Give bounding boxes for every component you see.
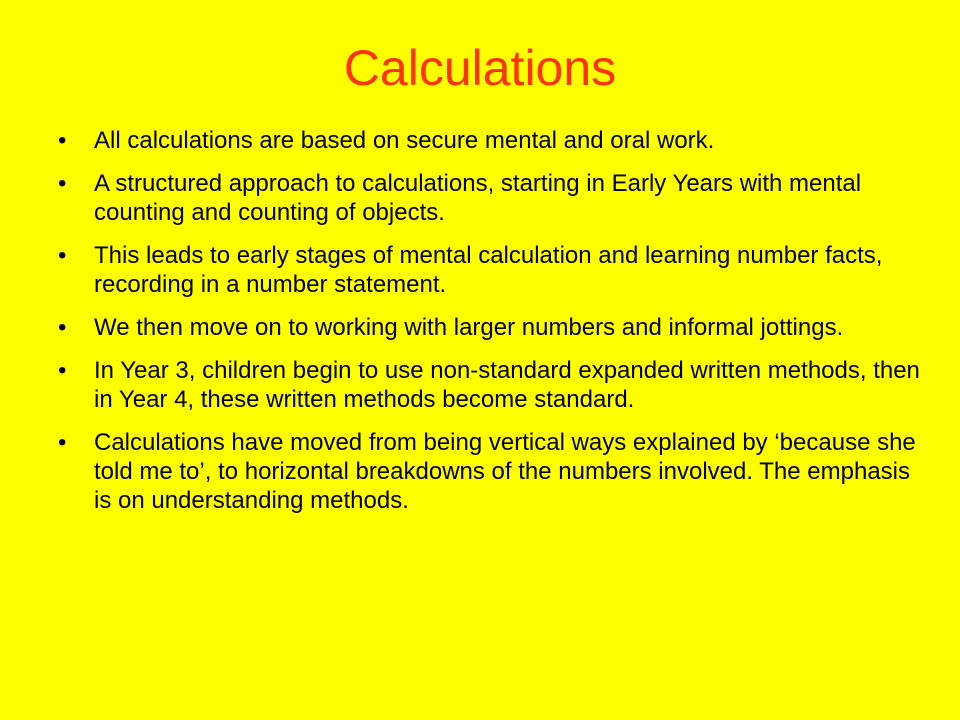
bullet-item	[0, 241, 960, 299]
bullet-item	[0, 169, 960, 227]
bullet-point-icon: •	[58, 242, 67, 269]
bullet-text: We then move on to working with larger numbers and informal jottings.	[94, 314, 844, 341]
bullet-text: Calculations have moved from being vertical ways explained by ‘because she told me to’, to horizontal breakdowns of the numbers involved. The emphasis is on understanding methods.	[94, 429, 916, 514]
bullet-item	[0, 126, 960, 155]
bullet-point-icon: •	[58, 314, 67, 341]
bullet-item	[0, 313, 960, 342]
bullet-text: In Year 3, children begin to use non-standard expanded written methods, then in Year 4, these written methods become standard.	[94, 357, 920, 413]
bullet-list	[0, 126, 960, 529]
bullet-text: This leads to early stages of mental calculation and learning number facts, recording in a number statement.	[94, 242, 883, 298]
bullet-point-icon: •	[58, 429, 67, 456]
bullet-item	[0, 428, 960, 515]
slide-title: Calculations	[343, 40, 617, 96]
bullet-item	[0, 356, 960, 414]
bullet-point-icon: •	[58, 127, 67, 154]
bullet-point-icon: •	[58, 357, 67, 384]
bullet-text: All calculations are based on secure mental and oral work.	[94, 127, 715, 154]
bullet-text: A structured approach to calculations, starting in Early Years with mental counting and counting of objects.	[94, 170, 862, 226]
bullet-point-icon: •	[58, 170, 67, 197]
